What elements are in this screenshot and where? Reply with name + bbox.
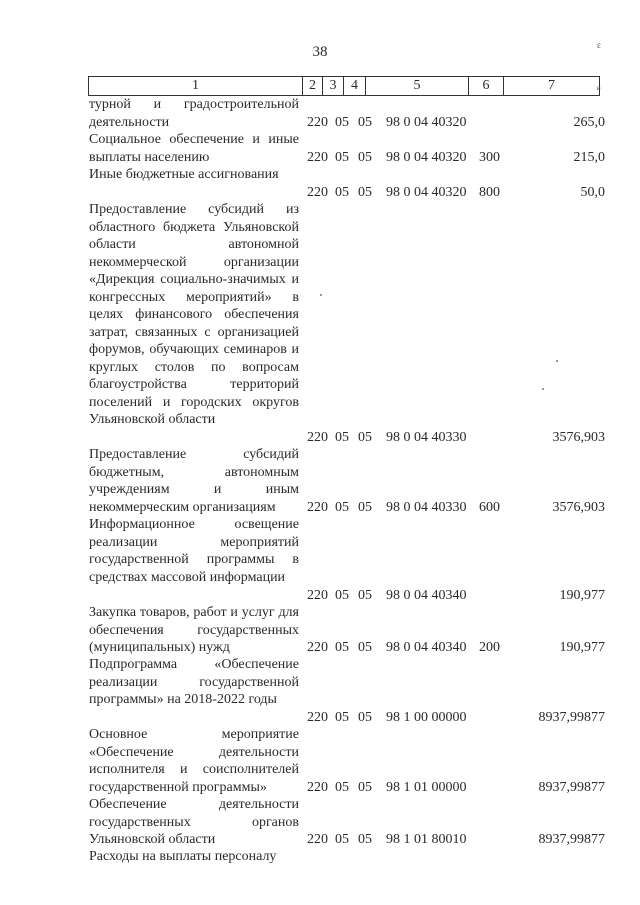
table-row bbox=[89, 604, 609, 656]
row-code-subsection: 05 bbox=[358, 709, 372, 725]
row-amount: 190,977 bbox=[559, 639, 605, 655]
row-description: Расходы на выплаты персоналу bbox=[89, 849, 277, 864]
row-code-subsection: 05 bbox=[358, 429, 372, 445]
row-description: Обеспечение деятельности государственных органов Ульяновской области bbox=[89, 797, 299, 847]
row-amount: 215,0 bbox=[573, 149, 605, 165]
row-code-target: 98 0 04 40330 bbox=[386, 429, 467, 445]
row-code-section: 05 bbox=[335, 114, 349, 130]
row-description: Основное мероприятие «Обеспечение деятельности исполнителя и соисполнителей государственной программы» bbox=[89, 727, 299, 795]
row-amount: 8937,99877 bbox=[538, 709, 605, 725]
row-amount: 3576,903 bbox=[552, 499, 605, 515]
row-code-section: 05 bbox=[335, 499, 349, 515]
row-code-admin: 220 bbox=[307, 779, 328, 795]
header-col-7: 7 bbox=[548, 78, 555, 93]
table-row bbox=[89, 848, 609, 866]
row-code-target: 98 0 04 40320 bbox=[386, 184, 467, 200]
row-description: Предоставление субсидий из областного бюджета Ульяновской области автономной некоммерческой организации «Дирекция социально-значимых и конгрессных мероприятий» в целях финансового обеспечения затрат, связанных с организацией форумов, обучающих семинаров и круглых столов по вопросам благоустройства территорий поселений и городских округов Ульяновской области bbox=[89, 202, 299, 427]
row-code-admin: 220 bbox=[307, 831, 328, 847]
row-code-subsection: 05 bbox=[358, 149, 372, 165]
header-corner-mark: ø bbox=[597, 84, 601, 92]
table-row bbox=[89, 96, 609, 131]
row-code-target: 98 0 04 40330 bbox=[386, 499, 467, 515]
header-col-3: 3 bbox=[323, 77, 344, 95]
row-description: Закупка товаров, работ и услуг для обеспечения государственных (муниципальных) нужд bbox=[89, 605, 299, 655]
row-description: турной и градостроительной деятельности bbox=[89, 97, 299, 130]
row-description: Подпрограмма «Обеспечение реализации государственной программы» на 2018-2022 годы bbox=[89, 657, 299, 707]
row-code-subsection: 05 bbox=[358, 114, 372, 130]
row-code-target: 98 1 01 00000 bbox=[386, 779, 467, 795]
row-code-expense-type: 200 bbox=[479, 639, 500, 655]
row-code-admin: 220 bbox=[307, 709, 328, 725]
row-code-admin: 220 bbox=[307, 499, 328, 515]
row-code-subsection: 05 bbox=[358, 184, 372, 200]
row-code-subsection: 05 bbox=[358, 639, 372, 655]
row-code-section: 05 bbox=[335, 429, 349, 445]
table-header bbox=[88, 76, 600, 96]
table-row bbox=[89, 131, 609, 166]
row-code-target: 98 0 04 40340 bbox=[386, 639, 467, 655]
page-number: 38 bbox=[312, 44, 328, 60]
row-description: Социальное обеспечение и иные выплаты населению bbox=[89, 132, 299, 165]
row-code-admin: 220 bbox=[307, 149, 328, 165]
row-code-admin: 220 bbox=[307, 184, 328, 200]
row-amount: 3576,903 bbox=[552, 429, 605, 445]
row-code-target: 98 1 00 00000 bbox=[386, 709, 467, 725]
table-row bbox=[89, 516, 609, 604]
row-code-expense-type: 800 bbox=[479, 184, 500, 200]
row-code-admin: 220 bbox=[307, 429, 328, 445]
row-amount: 265,0 bbox=[573, 114, 605, 130]
row-code-expense-type: 600 bbox=[479, 499, 500, 515]
corner-mark: ɛ bbox=[597, 40, 601, 50]
row-code-admin: 220 bbox=[307, 114, 328, 130]
row-amount: 190,977 bbox=[559, 587, 605, 603]
row-code-subsection: 05 bbox=[358, 499, 372, 515]
header-col-6: 6 bbox=[469, 77, 504, 95]
row-description: Информационное освещение реализации мероприятий государственной программы в средствах массовой информации bbox=[89, 517, 299, 585]
row-code-section: 05 bbox=[335, 831, 349, 847]
table-row bbox=[89, 796, 609, 848]
table-row bbox=[89, 446, 609, 516]
row-amount: 8937,99877 bbox=[538, 831, 605, 847]
row-code-subsection: 05 bbox=[358, 831, 372, 847]
scan-speck bbox=[542, 388, 544, 390]
row-code-target: 98 0 04 40320 bbox=[386, 149, 467, 165]
scan-speck bbox=[556, 360, 558, 362]
header-col-4: 4 bbox=[344, 77, 366, 95]
table-row bbox=[89, 201, 609, 446]
row-code-section: 05 bbox=[335, 184, 349, 200]
row-amount: 8937,99877 bbox=[538, 779, 605, 795]
row-code-admin: 220 bbox=[307, 639, 328, 655]
row-code-section: 05 bbox=[335, 639, 349, 655]
row-code-section: 05 bbox=[335, 149, 349, 165]
row-description: Предоставление субсидий бюджетным, автономным учреждениям и иным некоммерческим организациям bbox=[89, 447, 299, 515]
row-code-subsection: 05 bbox=[358, 779, 372, 795]
header-col-1: 1 bbox=[89, 77, 303, 95]
row-code-expense-type: 300 bbox=[479, 149, 500, 165]
row-description: Иные бюджетные ассигнования bbox=[89, 167, 279, 182]
row-code-section: 05 bbox=[335, 709, 349, 725]
table-row bbox=[89, 656, 609, 726]
row-code-subsection: 05 bbox=[358, 587, 372, 603]
row-code-target: 98 0 04 40320 bbox=[386, 114, 467, 130]
header-col-2: 2 bbox=[303, 77, 323, 95]
table-row bbox=[89, 726, 609, 796]
row-code-target: 98 0 04 40340 bbox=[386, 587, 467, 603]
row-code-section: 05 bbox=[335, 779, 349, 795]
row-code-section: 05 bbox=[335, 587, 349, 603]
row-amount: 50,0 bbox=[580, 184, 605, 200]
header-col-5: 5 bbox=[366, 77, 469, 95]
row-code-target: 98 1 01 80010 bbox=[386, 831, 467, 847]
row-code-admin: 220 bbox=[307, 587, 328, 603]
scan-speck bbox=[320, 294, 322, 296]
table-row bbox=[89, 166, 609, 201]
